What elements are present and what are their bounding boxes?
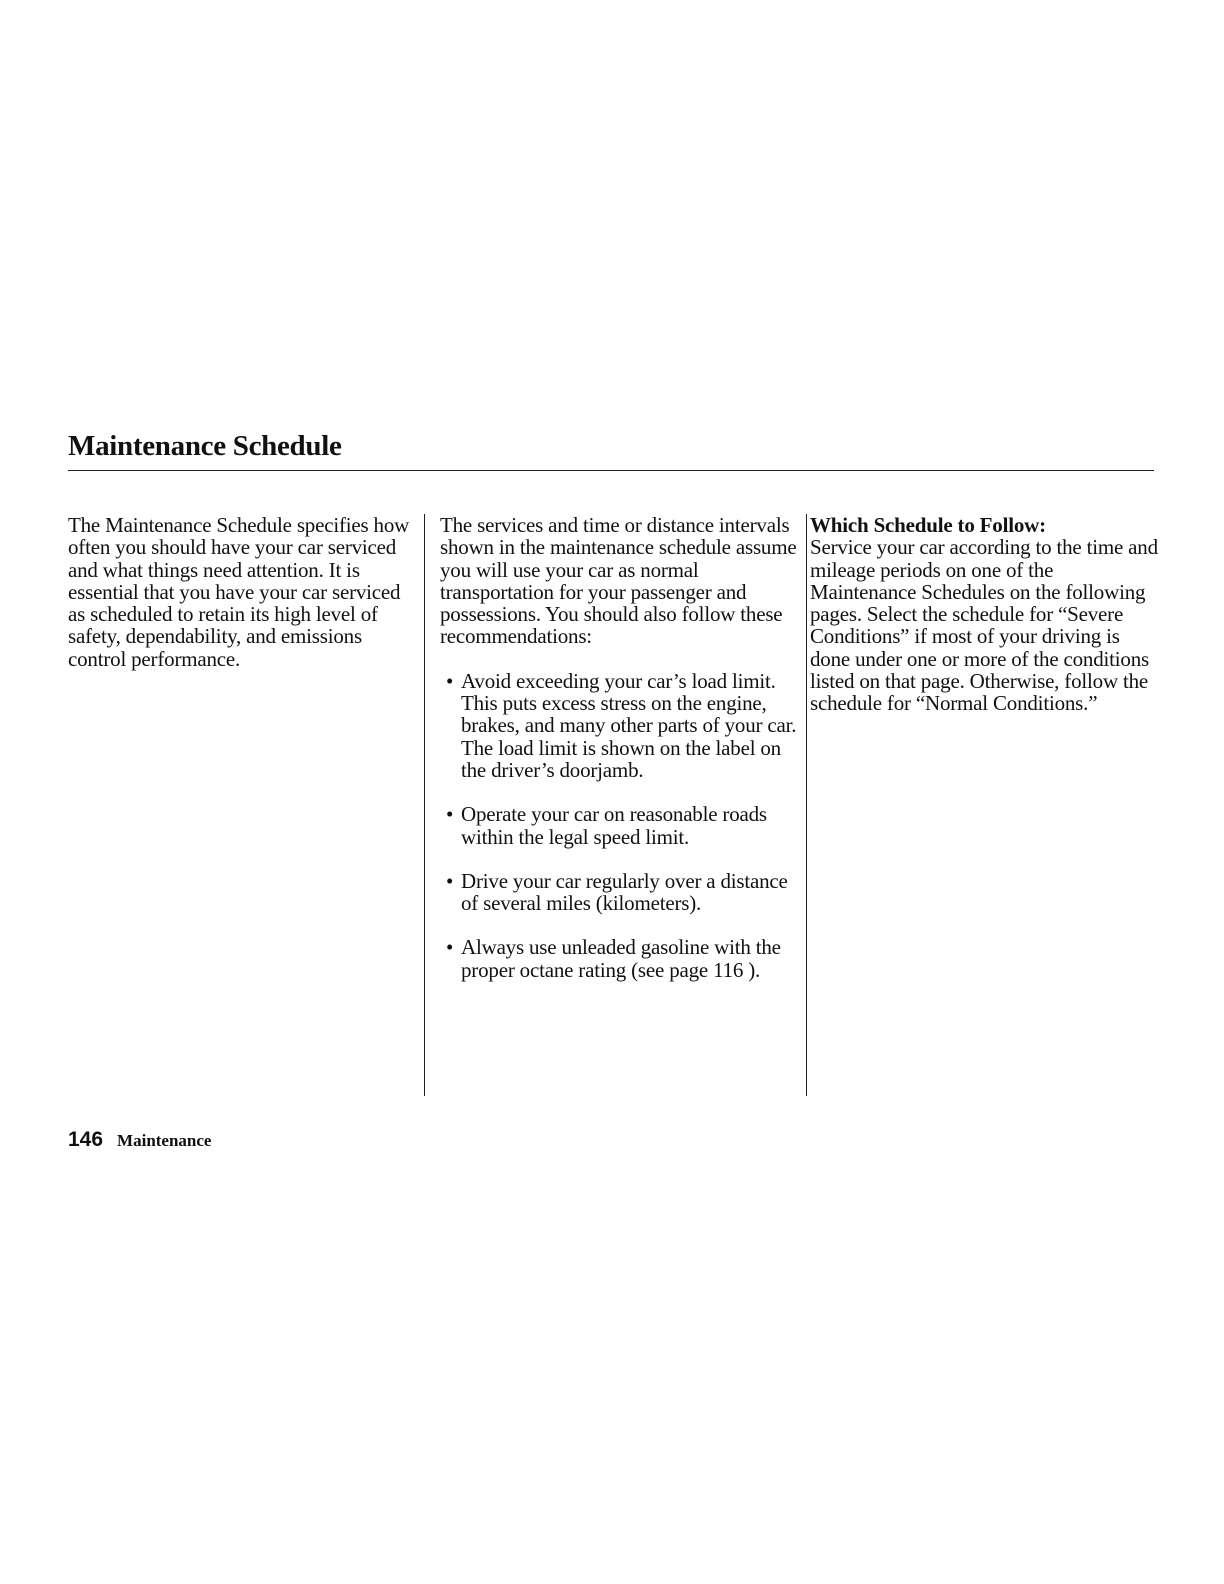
page-number: 146 xyxy=(68,1128,104,1151)
schedule-choice-column xyxy=(810,514,1160,715)
title-divider xyxy=(68,470,1154,471)
list-item-text: Always use unleaded gasoline with the proper octane rating (see page 116 ). xyxy=(461,935,781,982)
list-item xyxy=(440,936,800,981)
recommendations-list xyxy=(440,670,800,981)
intro-column xyxy=(68,514,413,670)
list-item xyxy=(440,670,800,781)
bullet-icon: • xyxy=(446,802,454,827)
bullet-icon: • xyxy=(446,935,454,960)
footer-section-label: Maintenance xyxy=(117,1131,212,1150)
page-footer xyxy=(68,1128,211,1152)
list-item xyxy=(440,870,800,915)
recommendations-intro: The services and time or distance intervals shown in the maintenance schedule assume you will use your car as normal transportation for your passenger and possessions. You should also follow these recommendations: xyxy=(440,513,797,649)
intro-paragraph: The Maintenance Schedule specifies how often you should have your car serviced and what things need attention. It is essential that you have your car serviced as scheduled to retain its high level of safety, dependability, and emissions control performance. xyxy=(68,513,410,671)
bullet-icon: • xyxy=(446,668,454,693)
list-item-text: Avoid exceeding your car’s load limit. This puts excess stress on the engine, brakes, and many other parts of your car. The load limit is shown on the label on the driver’s doorjamb. xyxy=(461,668,797,782)
list-item-text: Drive your car regularly over a distance of several miles (kilometers). xyxy=(461,868,788,916)
bullet-icon: • xyxy=(446,868,454,893)
schedule-choice-heading: Which Schedule to Follow: xyxy=(810,513,1046,537)
list-item xyxy=(440,803,800,848)
page-title: Maintenance Schedule xyxy=(68,430,342,462)
schedule-choice-paragraph: Service your car according to the time and mileage periods on one of the Maintenance Schedules on the following pages. Select the schedule for “Severe Conditions” if most of your driving is done under one or more of the conditions listed on that page. Otherwise, follow the schedule for “Normal Conditions.” xyxy=(810,535,1158,716)
list-item-text: Operate your car on reasonable roads within the legal speed limit. xyxy=(461,802,767,849)
recommendations-column xyxy=(424,514,807,1096)
